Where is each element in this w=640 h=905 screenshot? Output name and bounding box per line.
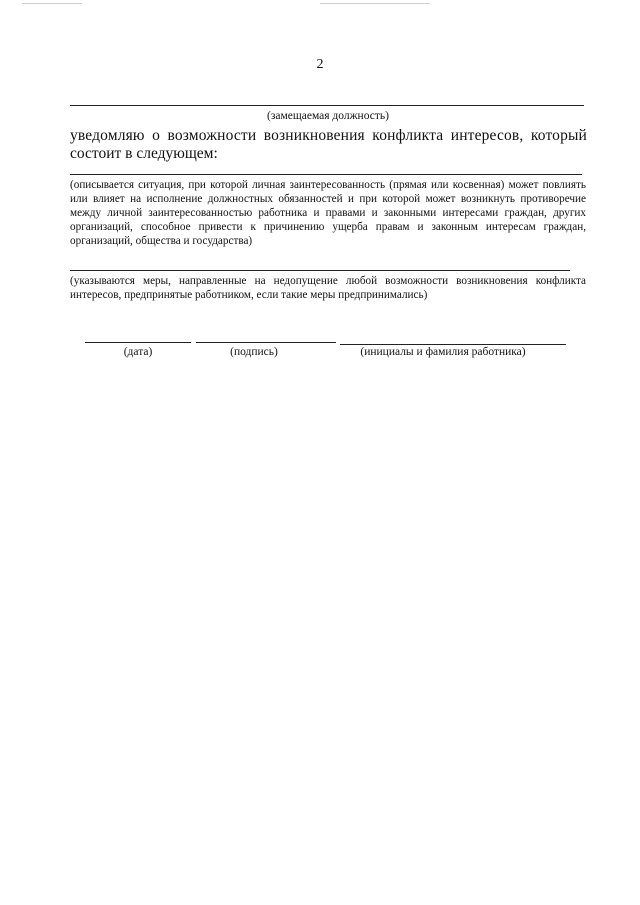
situation-field-line xyxy=(70,174,582,175)
name-caption: (инициалы и фамилия работника) xyxy=(360,346,526,358)
measures-note: (указываются меры, направленные на недопущение любой возможности возникновения конфликта интересов, предпринятые работником, если такие меры предпринимались) xyxy=(70,275,586,301)
signature-field-line xyxy=(196,342,336,343)
scan-edge-line-right xyxy=(320,3,430,4)
situation-note: (описывается ситуация, при которой личная заинтересованность (прямая или косвенная) может повлиять или влияет на исполнение должностных обязанностей и при которой может возникнуть противоречие между личной заинтересованностью работника и правами и законными интересами граждан, других организаций, способное привести к причинению ущерба правам и законным интересам граждан, организаций, общества и государства) xyxy=(70,179,586,247)
conflict-statement-line1: уведомляю о возможности возникновения конфликта интересов, который xyxy=(70,127,587,144)
position-caption: (замещаемая должность) xyxy=(267,110,389,122)
scan-edge-line-left xyxy=(22,3,82,4)
measures-field-line xyxy=(70,270,570,271)
conflict-statement-line2: состоит в следующем: xyxy=(70,145,218,162)
signature-caption: (подпись) xyxy=(230,346,278,358)
page-number: 2 xyxy=(316,57,324,72)
conflict-statement xyxy=(70,127,587,163)
date-field-line xyxy=(85,342,191,343)
position-field-line xyxy=(70,105,584,106)
date-caption: (дата) xyxy=(123,346,153,358)
name-field-line xyxy=(340,344,566,345)
